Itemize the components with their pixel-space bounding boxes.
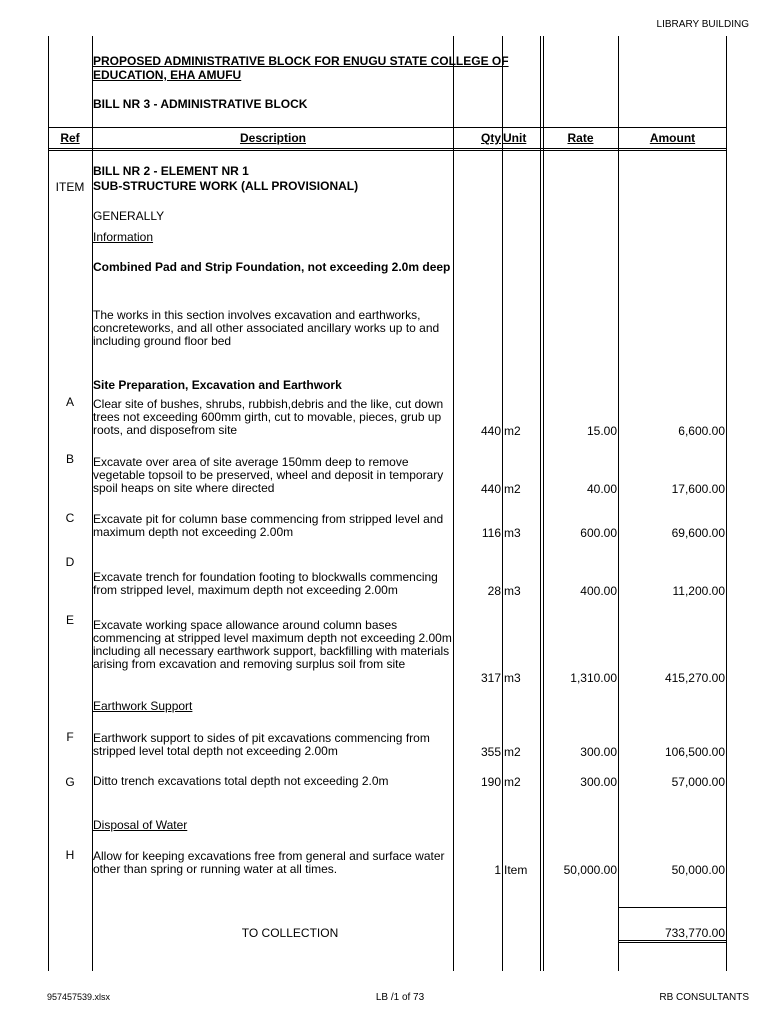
total-bottom-line [618, 940, 727, 941]
item-qty-d: 28 [487, 584, 501, 598]
bill-title: BILL NR 3 - ADMINISTRATIVE BLOCK [93, 97, 308, 111]
column-header-rate: Rate [567, 131, 594, 145]
site-prep-heading: Site Preparation, Excavation and Earthwork [93, 378, 342, 392]
item-rate-c: 600.00 [580, 526, 617, 540]
item-ref-c: C [65, 511, 75, 525]
item-rate-d: 400.00 [580, 584, 617, 598]
item-rate-g: 300.00 [580, 775, 617, 789]
page-header: LIBRARY BUILDING [656, 19, 749, 30]
item-qty-g: 190 [480, 775, 501, 789]
qty-unit-divider [502, 36, 503, 971]
item-description-d: Excavate trench for foundation footing to blockwalls commencing from stripped level, maximum depth not exceeding 2.00m [93, 570, 438, 597]
desc-qty-divider [453, 36, 454, 971]
item-amount-f: 106,500.00 [664, 745, 725, 759]
footer-page-number: LB /1 of 73 [375, 992, 425, 1003]
item-description-g: Ditto trench excavations total depth not exceeding 2.0m [93, 774, 389, 788]
collection-label: TO COLLECTION [241, 926, 339, 940]
header-top-line [48, 127, 727, 128]
column-header-amount: Amount [649, 131, 696, 145]
item-rate-f: 300.00 [580, 745, 617, 759]
information-heading: Information [93, 230, 154, 244]
item-unit-c: m3 [504, 526, 521, 540]
header-bottom-line-2 [48, 150, 727, 151]
rate-amount-divider [618, 36, 619, 971]
item-qty-e: 317 [480, 671, 501, 685]
item-description-c: Excavate pit for column base commencing from stripped level and maximum depth not exceeding 2.00m [93, 512, 444, 539]
header-bottom-line [48, 148, 727, 149]
item-unit-d: m3 [504, 584, 521, 598]
item-unit-h: Item [504, 863, 528, 877]
disposal-heading: Disposal of Water [93, 818, 188, 832]
item-ref-e: E [65, 613, 74, 627]
item-ref-g: G [65, 775, 75, 789]
item-ref-b: B [65, 452, 74, 466]
project-title: PROPOSED ADMINISTRATIVE BLOCK FOR ENUGU STATE COLLEGE OF EDUCATION, EHA AMUFU [93, 54, 509, 82]
right-border-line [726, 36, 727, 971]
earthwork-support-heading: Earthwork Support [93, 699, 193, 713]
item-unit-e: m3 [504, 671, 521, 685]
item-description-e: Excavate working space allowance around column bases commencing at stripped level maximum depth not exceeding 2.00m including all necessary earthwork support, backfilling with materials arising from excavation and removing surplus soil from site [93, 618, 452, 671]
total-bottom-line-2 [618, 942, 727, 943]
item-ref-d: D [65, 555, 75, 569]
item-description-a: Clear site of bushes, shrubs, rubbish,debris and the like, cut down trees not exceeding 600mm girth, cut to movable, pieces, grub up roots, and disposefrom site [93, 397, 444, 437]
column-header-unit: Unit [503, 131, 527, 145]
intro-text: The works in this section involves excavation and earthworks, concreteworks, and all other associated ancillary works up to and including ground floor bed [93, 308, 440, 348]
unit-rate-divider-a [540, 36, 541, 971]
element-subheading: SUB-STRUCTURE WORK (ALL PROVISIONAL) [93, 179, 359, 193]
item-amount-a: 6,600.00 [678, 424, 725, 438]
footer-company: RB CONSULTANTS [659, 992, 749, 1003]
element-heading: BILL NR 2 - ELEMENT NR 1 [93, 164, 249, 178]
item-ref-f: F [66, 730, 74, 744]
unit-rate-divider-b [543, 36, 544, 971]
item-qty-a: 440 [480, 424, 501, 438]
item-rate-e: 1,310.00 [570, 671, 617, 685]
item-ref-h: H [65, 848, 75, 862]
item-unit-f: m2 [504, 745, 521, 759]
left-border-line [48, 36, 49, 971]
column-header-qty: Qty [480, 131, 501, 145]
item-amount-d: 11,200.00 [672, 584, 725, 598]
item-amount-c: 69,600.00 [671, 526, 725, 540]
column-header-ref: Ref [60, 131, 80, 145]
item-description-b: Excavate over area of site average 150mm deep to remove vegetable topsoil to be preserved, wheel and deposit in temporary spoil heaps on site where directed [93, 455, 444, 495]
column-header-description: Description [239, 131, 306, 145]
item-amount-h: 50,000.00 [671, 863, 725, 877]
item-qty-c: 116 [481, 526, 501, 540]
foundation-heading: Combined Pad and Strip Foundation, not exceeding 2.0m deep [93, 260, 451, 274]
total-top-line [618, 907, 727, 908]
item-amount-b: 17,600.00 [671, 482, 725, 496]
item-qty-f: 355 [480, 745, 501, 759]
item-unit-g: m2 [504, 775, 521, 789]
item-unit-b: m2 [504, 482, 521, 496]
item-qty-b: 440 [480, 482, 501, 496]
item-rate-h: 50,000.00 [563, 863, 617, 877]
item-description-h: Allow for keeping excavations free from general and surface water other than spring or running water at all times. [93, 849, 445, 876]
item-amount-e: 415,270.00 [664, 671, 725, 685]
item-ref-a: A [65, 395, 74, 409]
generally-heading: GENERALLY [93, 209, 165, 223]
item-unit-a: m2 [504, 424, 521, 438]
item-description-f: Earthwork support to sides of pit excavations commencing from stripped level total depth not exceeding 2.00m [93, 731, 430, 758]
footer-filename: 957457539.xlsx [47, 992, 111, 1002]
item-amount-g: 57,000.00 [671, 775, 725, 789]
item-rate-b: 40.00 [586, 482, 617, 496]
collection-total: 733,770.00 [664, 926, 725, 940]
element-ref: ITEM [55, 180, 85, 194]
item-rate-a: 15.00 [586, 424, 617, 438]
item-qty-h: 1 [494, 863, 501, 877]
